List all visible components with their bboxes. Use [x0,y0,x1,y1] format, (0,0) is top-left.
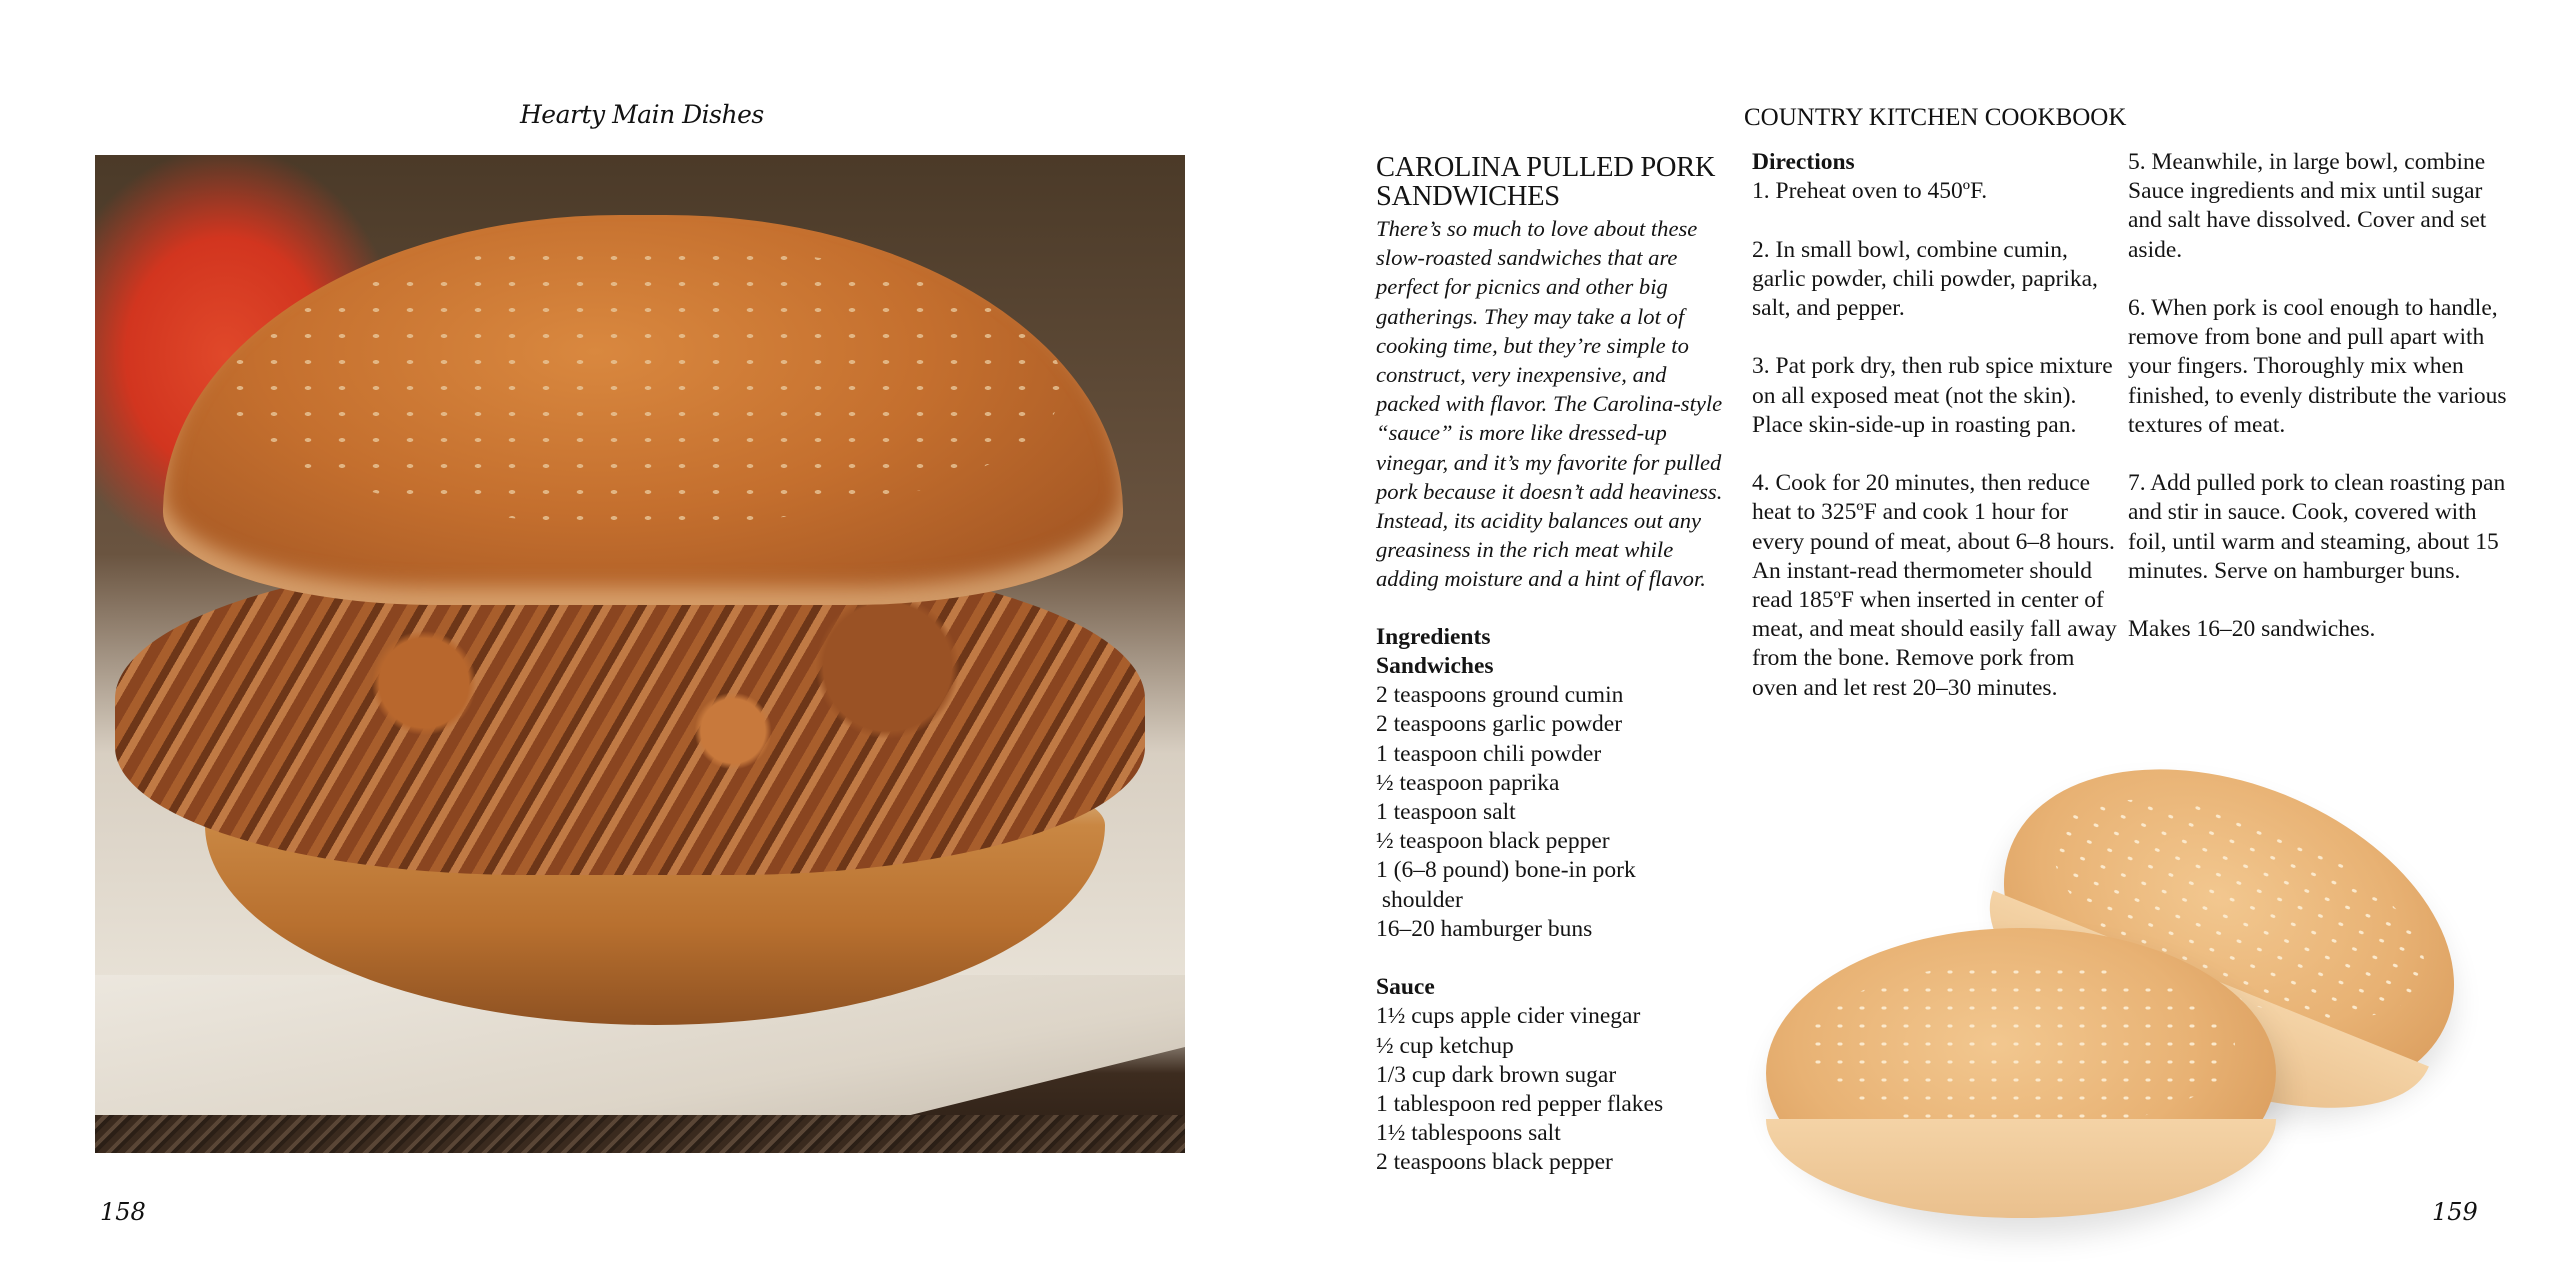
wood-board [95,1115,1185,1153]
sauce-ingredient-list [1376,1002,1736,1177]
directions-heading: Directions [1752,149,1855,175]
recipe-title-line1: CAROLINA PULLED PORK [1376,152,1716,183]
direction-step-2: 2. In small bowl, combine cumin, garlic powder, chili powder, paprika, salt, and pepper. [1752,236,2098,321]
recipe-yield: Makes 16–20 sandwiches. [2128,616,2376,643]
direction-step-1: 1. Preheat oven to 450ºF. [1752,178,1988,205]
direction-step-7: 7. Add pulled pork to clean roasting pan and stir in sauce. Cook, covered with foil, until warm and steaming, about 15 minutes. Serve on hamburger buns. [2128,470,2506,584]
direction-step-3: 3. Pat pork dry, then rub spice mixture on all exposed meat (not the skin). Place skin-side-up in roasting pan. [1752,353,2113,438]
ingredient-item: 2 teaspoons garlic powder [1376,711,1623,738]
recipe-column-directions-2 [2128,148,2508,674]
recipe-intro: There’s so much to love about these slow-roasted sandwiches that are perfect for picnics and other big gatherings. They may take a lot of cooking time, but they’re simple to construct, very inexpensive, and packed with flavor. The Carolina-style “sauce” is more like dressed-up vinegar, and it’s my favorite for pulled pork because it doesn’t add heaviness. Instead, its acidity balances out any greasiness in the rich meat while adding moisture and a hint of flavor. [1376,216,1723,592]
ingredients-heading: Ingredients [1376,623,1491,650]
ingredient-item: 2 teaspoons black pepper [1376,1149,1613,1176]
sandwiches-ingredient-list [1376,681,1736,944]
sesame-hamburger-buns-photo [1756,780,2476,1220]
sauce-heading: Sauce [1376,974,1435,1001]
page-number-right: 159 [2432,1198,2478,1226]
direction-step-5: 5. Meanwhile, in large bowl, combine Sauce ingredients and mix until sugar and salt have dissolved. Cover and set aside. [2128,149,2487,263]
ingredient-item: 16–20 hamburger buns [1376,915,1593,942]
running-head-right: COUNTRY KITCHEN COOKBOOK [1744,104,2127,131]
direction-step-4: 4. Cook for 20 minutes, then reduce heat to 325ºF and cook 1 hour for every pound of meat, about 6–8 hours. An instant-read thermometer should read 185ºF when inserted in center of meat, and meat should easily fall away from the bone. Remove pork from oven and let rest 20–30 minutes. [1752,470,2117,701]
ingredient-item: ½ teaspoon black pepper [1376,828,1610,855]
ingredient-item: 2 teaspoons ground cumin [1376,682,1624,709]
bun-top [163,215,1123,605]
page-number-left: 158 [100,1198,146,1226]
recipe-column-intro [1376,148,1736,1178]
recipe-column-directions-1 [1752,148,2122,732]
ingredient-item: 1½ tablespoons salt [1376,1120,1561,1147]
ingredient-item-continued: shoulder [1376,886,1463,913]
ingredient-item: 1 teaspoon salt [1376,799,1516,826]
pulled-pork-sandwich-photo [95,155,1185,1153]
ingredient-item: 1 teaspoon chili powder [1376,740,1602,767]
ingredient-item: 1/3 cup dark brown sugar [1376,1061,1617,1088]
sandwiches-heading: Sandwiches [1376,653,1494,680]
ingredient-item: 1 (6–8 pound) bone-in pork [1376,857,1636,884]
ingredient-item: ½ teaspoon paprika [1376,769,1560,796]
running-head-left: Hearty Main Dishes [520,100,764,129]
ingredient-item: 1 tablespoon red pepper flakes [1376,1091,1664,1118]
ingredient-item: ½ cup ketchup [1376,1032,1514,1059]
direction-step-6: 6. When pork is cool enough to handle, remove from bone and pull apart with your fingers. Thoroughly mix when finished, to evenly distribute the various textures of meat. [2128,295,2507,438]
recipe-title [1376,153,1736,211]
bun-front [1766,928,2276,1218]
recipe-title-line2: SANDWICHES [1376,181,1560,212]
ingredient-item: 1½ cups apple cider vinegar [1376,1003,1641,1030]
